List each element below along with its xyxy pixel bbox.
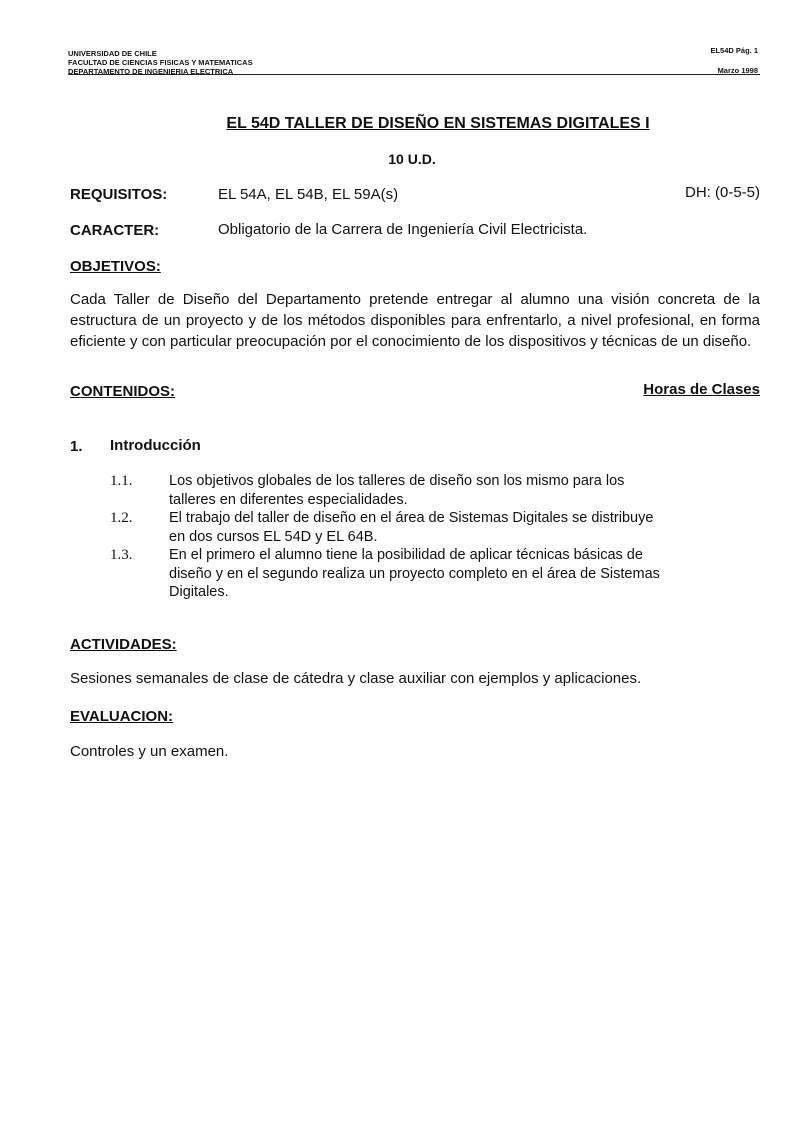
actividades-text: Sesiones semanales de clase de cátedra y clase auxiliar con ejemplos y aplicaciones. (70, 670, 642, 687)
contenidos-heading: CONTENIDOS: (70, 383, 175, 400)
header-department: DEPARTAMENTO DE INGENIERIA ELECTRICA (68, 67, 234, 76)
dh-value: DH: (0-5-5) (684, 184, 760, 201)
requisitos-label: REQUISITOS: (70, 186, 168, 203)
document-title: EL 54D TALLER DE DISEÑO EN SISTEMAS DIGITALES I (226, 115, 650, 132)
item-text: En el primero el alumno tiene la posibilidad de aplicar técnicas básicas de diseño y en el segundo realiza un proyecto completo en el área de Sistemas Digitales. (169, 547, 660, 600)
item-text: Los objetivos globales de los talleres de diseño son los mismo para los talleres en diferentes especialidades. (169, 473, 625, 508)
item-number: 1.2. (110, 510, 133, 526)
header-course-page: EL54D Pág. 1 (710, 46, 758, 55)
header-university: UNIVERSIDAD DE CHILE (68, 49, 157, 58)
caracter-value: Obligatorio de la Carrera de Ingeniería Civil Electricista. (218, 221, 588, 238)
objetivos-text: Cada Taller de Diseño del Departamento pretende entregar al alumno una visión concreta de la estructura de un proyecto y de los métodos disponibles para enfrentarlo, a nivel profesional, en forma eficiente y con particular preocupación por el conocimiento de los dispositivos y técnicas de un diseño. (70, 291, 760, 350)
units-label: 10 U.D. (388, 151, 436, 167)
header-date: Marzo 1998 (717, 66, 758, 75)
objetivos-heading: OBJETIVOS: (70, 258, 161, 275)
item-number: 1.1. (110, 473, 133, 489)
section-title: Introducción (110, 437, 201, 454)
item-text: El trabajo del taller de diseño en el área de Sistemas Digitales se distribuye en dos cursos EL 54D y EL 64B. (169, 510, 654, 545)
header-faculty: FACULTAD DE CIENCIAS FISICAS Y MATEMATICAS (68, 58, 253, 67)
caracter-label: CARACTER: (70, 222, 160, 239)
actividades-heading: ACTIVIDADES: (70, 636, 177, 653)
evaluacion-text: Controles y un examen. (70, 743, 229, 760)
hours-heading: Horas de Clases (643, 381, 760, 398)
section-number: 1. (70, 438, 83, 455)
header-divider (68, 74, 760, 75)
evaluacion-heading: EVALUACION: (70, 708, 174, 725)
item-number: 1.3. (110, 547, 133, 563)
requisitos-value: EL 54A, EL 54B, EL 59A(s) (218, 186, 399, 203)
